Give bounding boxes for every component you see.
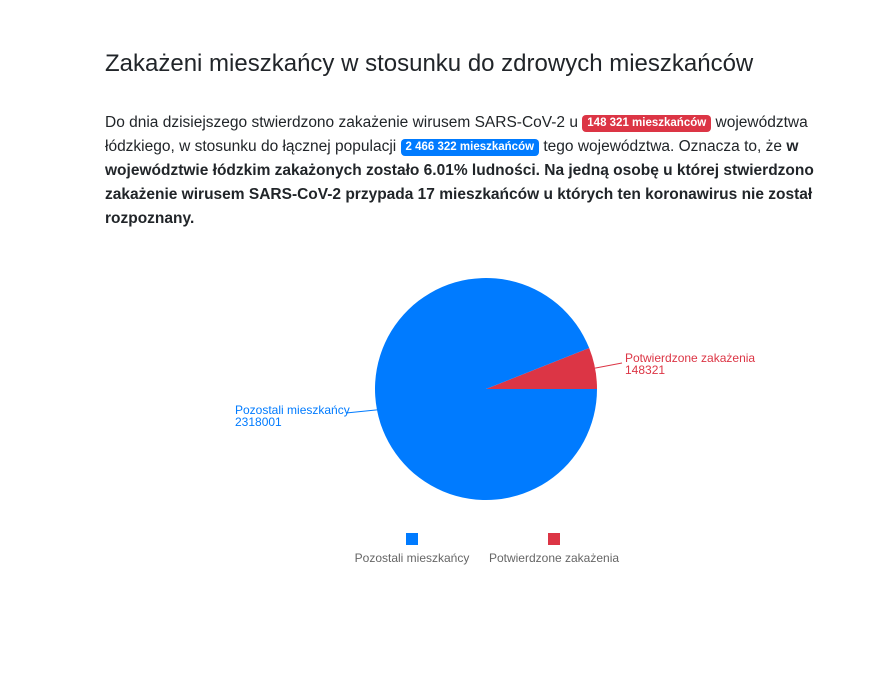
summary-bold-text: w województwie łódzkim zakażonych zostało 6.01% ludności. Na jedną osobę u której stwierdzono zakażenie wirusem SARS-CoV-2 przypada 17 mieszkańców u których ten koronawirus nie został rozpoznany. — [105, 138, 814, 227]
legend-label: Potwierdzone zakażenia — [488, 551, 620, 565]
pie-connector-line — [346, 410, 377, 413]
pie-slice-value: 148321 — [625, 363, 666, 377]
pie-slice-value: 2318001 — [235, 415, 282, 429]
infected-count-badge: 148 321 mieszkańców — [582, 115, 711, 132]
pie-slice-label: Pozostali mieszkańcy — [235, 403, 350, 417]
summary-text-3: tego województwa. Oznacza to, że — [539, 138, 787, 155]
legend-label: Pozostali mieszkańcy — [354, 551, 470, 565]
population-count-badge: 2 466 322 mieszkańców — [401, 139, 540, 156]
page-title: Zakażeni mieszkańcy w stosunku do zdrowych mieszkańców — [105, 50, 754, 77]
pie-connector-line — [595, 363, 622, 368]
legend-swatch — [548, 533, 560, 545]
legend-swatch — [406, 533, 418, 545]
pie-slice-other-residents — [375, 278, 597, 500]
summary-text-2: województwa łódzkiego, w stosunku do łącznej populacji — [105, 114, 808, 155]
pie-slice-label: Potwierdzone zakażenia — [625, 351, 756, 365]
summary-text-1: Do dnia dzisiejszego stwierdzono zakażenie wirusem SARS-CoV-2 u — [105, 114, 583, 131]
